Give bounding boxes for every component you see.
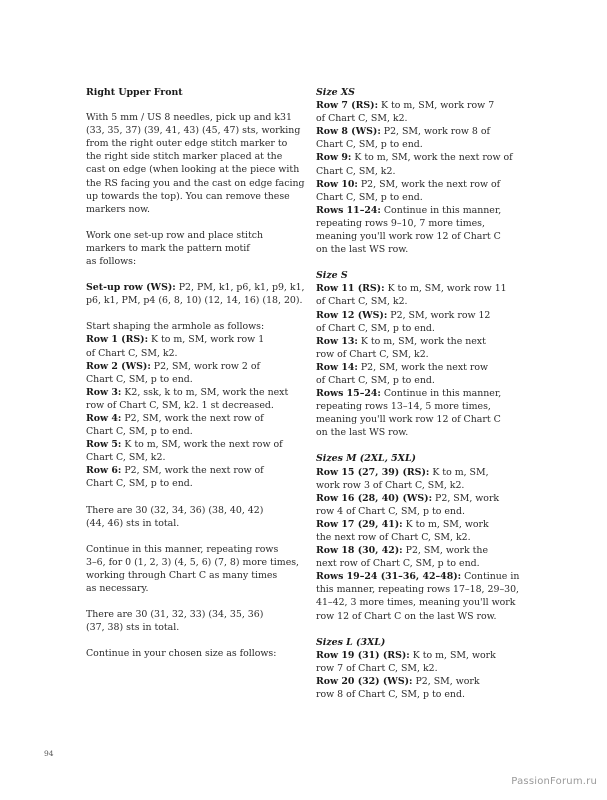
row-label: Row 3: (86, 386, 122, 398)
instruction-row (316, 309, 516, 322)
row-text: Continue in (461, 571, 520, 583)
text-line: 3–6, for 0 (1, 2, 3) (4, 5, 6) (7, 8) more times, (86, 556, 300, 568)
row-label: Row 17 (29, 41): (316, 518, 403, 530)
instruction-row (316, 282, 516, 295)
row-text: P2, SM, work the next row of (357, 178, 501, 190)
row-text: K to m, SM, work the next row of (351, 152, 513, 164)
setup-intro-paragraph (86, 229, 298, 268)
text-line: Chart C, SM, p to end. (86, 373, 193, 385)
instruction-row (86, 360, 298, 373)
row-label: Row 2 (WS): (86, 360, 151, 372)
row-text: K to m, SM, (429, 466, 489, 478)
size-heading: Size S (316, 270, 348, 282)
instruction-row (316, 675, 516, 688)
row-label: Row 18 (30, 42): (316, 545, 403, 557)
left-column (86, 86, 305, 673)
text-line: row of Chart C, SM, k2. (316, 348, 429, 360)
stitch-total-2 (86, 608, 298, 634)
row-text: K to m, SM, work row 7 (378, 100, 495, 112)
row-label: Rows 15–24: (316, 388, 381, 400)
text-line: Chart C, SM, p to end. (316, 191, 423, 203)
text-line: Chart C, SM, k2. (86, 452, 166, 464)
instruction-row (86, 438, 298, 451)
text-line: With 5 mm / US 8 needles, pick up and k31 (86, 112, 292, 124)
instruction-row (86, 333, 298, 346)
text-line: on the last WS row. (316, 427, 409, 439)
instruction-row (316, 518, 516, 531)
text-line: (37, 38) sts in total. (86, 622, 180, 634)
text-line: Chart C, SM, k2. (316, 165, 396, 177)
text-line: next row of Chart C, SM, p to end. (316, 558, 480, 570)
size-section (316, 269, 516, 439)
text-line: of Chart C, SM, k2. (316, 296, 408, 308)
text-line: as necessary. (86, 583, 149, 594)
row-label: Row 19 (31) (RS): (316, 649, 410, 661)
text-line: as follows: (86, 256, 137, 268)
text-line: Chart C, SM, p to end. (86, 426, 193, 438)
row-label: Row 8 (WS): (316, 126, 381, 138)
text-line: There are 30 (32, 34, 36) (38, 40, 42) (86, 504, 264, 516)
text-line: (33, 35, 37) (39, 41, 43) (45, 47) sts, working (86, 125, 301, 137)
instruction-row (316, 492, 516, 505)
text-line: row 7 of Chart C, SM, k2. (316, 662, 438, 674)
row-label: Row 1 (RS): (86, 334, 149, 346)
right-column (316, 86, 520, 714)
text-line: p6, k1, PM, p4 (6, 8, 10) (12, 14, 16) (18, 20). (86, 295, 303, 307)
row-label: Row 7 (RS): (316, 100, 379, 112)
row-text: P2, SM, work (432, 492, 500, 504)
row-label: Row 16 (28, 40) (WS): (316, 492, 433, 504)
row-text: P2, SM, work the (402, 545, 489, 557)
row-text: P2, SM, work the next row of (121, 465, 264, 477)
text-line: the next row of Chart C, SM, k2. (316, 532, 471, 543)
text-line: markers now. (86, 203, 151, 215)
instruction-row (316, 466, 516, 479)
size-heading: Size XS (316, 87, 355, 98)
text-line: this manner, repeating rows 17–18, 29–30, (316, 584, 520, 596)
continue-paragraph-1 (86, 543, 298, 595)
row-text: P2, SM, work (412, 675, 480, 687)
row-text: P2, SM, work row 8 of (380, 126, 490, 138)
instruction-row (316, 570, 520, 583)
instruction-row (316, 178, 516, 191)
row-label: Row 20 (32) (WS): (316, 675, 413, 687)
size-heading: Sizes L (3XL) (316, 636, 386, 648)
row-text: K to m, SM, work row 1 (148, 334, 265, 346)
row-label: Set-up row (WS): (86, 282, 176, 294)
text-line: of Chart C, SM, k2. (316, 113, 408, 125)
text-line: Start shaping the armhole as follows: (86, 321, 265, 333)
instruction-row (316, 335, 516, 348)
row-label: Rows 19–24 (31–36, 42–48): (316, 571, 462, 583)
text-line: from the right outer edge stitch marker to (86, 138, 288, 150)
row-text: Continue in this manner, (380, 204, 502, 216)
instruction-row (316, 544, 516, 557)
size-section (316, 452, 520, 622)
text-line: 41–42, 3 more times, meaning you'll work (316, 597, 516, 609)
page-number: 94 (44, 749, 54, 758)
text-line: row 4 of Chart C, SM, p to end. (316, 505, 465, 517)
instruction-row (316, 649, 516, 662)
row-label: Row 12 (WS): (316, 309, 388, 321)
text-line: of Chart C, SM, p to end. (316, 322, 435, 334)
instruction-row (316, 99, 516, 112)
text-line: Chart C, SM, p to end. (316, 139, 423, 151)
text-line: row of Chart C, SM, k2. 1 st decreased. (86, 399, 274, 411)
row-label: Row 9: (316, 152, 352, 164)
text-line: row 12 of Chart C on the last WS row. (316, 610, 497, 622)
text-line: of Chart C, SM, k2. (86, 347, 178, 359)
continue-paragraph-2 (86, 647, 298, 660)
text-line: cast on edge (when looking at the piece with (86, 164, 300, 176)
watermark: PassionForum.ru (511, 776, 597, 787)
text-line: Continue in your chosen size as follows: (86, 648, 277, 660)
text-line: repeating rows 9–10, 7 more times, (316, 217, 485, 229)
intro-paragraph (86, 111, 305, 216)
row-label: Row 13: (316, 335, 358, 347)
row-text: K to m, SM, work the next (357, 335, 486, 347)
armhole-instructions (86, 320, 298, 490)
text-line: work row 3 of Chart C, SM, k2. (316, 479, 465, 491)
instruction-row (86, 386, 298, 399)
stitch-total-1 (86, 504, 298, 530)
row-label: Row 15 (27, 39) (RS): (316, 466, 430, 478)
instruction-row (86, 412, 298, 425)
row-text: K to m, SM, work the next row of (121, 439, 283, 451)
text-line: the RS facing you and the cast on edge facing (86, 177, 305, 189)
row-text: P2, SM, work the next row (357, 361, 489, 373)
row-text: K to m, SM, work row 11 (384, 283, 507, 295)
row-label: Row 10: (316, 178, 358, 190)
row-label: Row 5: (86, 439, 122, 451)
row-text: P2, SM, work the next row of (121, 412, 264, 424)
text-line: working through Chart C as many times (86, 569, 278, 581)
row-text: K to m, SM, work (409, 649, 496, 661)
text-line: Work one set-up row and place stitch (86, 229, 264, 241)
instruction-row (316, 151, 516, 164)
row-text: P2, SM, work row 2 of (150, 360, 260, 372)
text-line: There are 30 (31, 32, 33) (34, 35, 36) (86, 609, 264, 621)
text-line: Chart C, SM, p to end. (86, 478, 193, 490)
row-label: Row 6: (86, 465, 122, 477)
text-line: row 8 of Chart C, SM, p to end. (316, 689, 465, 701)
text-line: the right side stitch marker placed at the (86, 151, 283, 163)
text-line: on the last WS row. (316, 244, 409, 256)
row-text: K to m, SM, work (402, 518, 489, 530)
instruction-row (316, 125, 516, 138)
section-heading: Right Upper Front (86, 87, 183, 98)
row-text: Continue in this manner, (380, 388, 502, 400)
text-line: meaning you'll work row 12 of Chart C (316, 414, 501, 426)
instruction-row (316, 387, 516, 400)
row-label: Row 4: (86, 412, 122, 424)
row-text: K2, ssk, k to m, SM, work the next (121, 386, 289, 398)
text-line: up towards the top). You can remove these (86, 190, 290, 202)
size-heading: Sizes M (2XL, 5XL) (316, 453, 416, 465)
text-line: markers to mark the pattern motif (86, 242, 250, 254)
row-list (86, 333, 298, 490)
instruction-row (316, 361, 516, 374)
instruction-row (316, 204, 516, 217)
setup-row-paragraph (86, 281, 305, 307)
text-line: meaning you'll work row 12 of Chart C (316, 231, 501, 243)
row-label: Rows 11–24: (316, 204, 381, 216)
row-label: Row 14: (316, 361, 358, 373)
text-line: Continue in this manner, repeating rows (86, 543, 279, 555)
row-label: Row 11 (RS): (316, 283, 385, 295)
size-section (316, 636, 516, 701)
instruction-row (86, 464, 298, 477)
text-line: of Chart C, SM, p to end. (316, 374, 435, 386)
row-text: P2, SM, work row 12 (387, 309, 491, 321)
text-line: repeating rows 13–14, 5 more times, (316, 401, 491, 413)
text-line: (44, 46) sts in total. (86, 517, 180, 529)
size-section (316, 86, 516, 256)
row-text: P2, PM, k1, p6, k1, p9, k1, (175, 282, 305, 294)
